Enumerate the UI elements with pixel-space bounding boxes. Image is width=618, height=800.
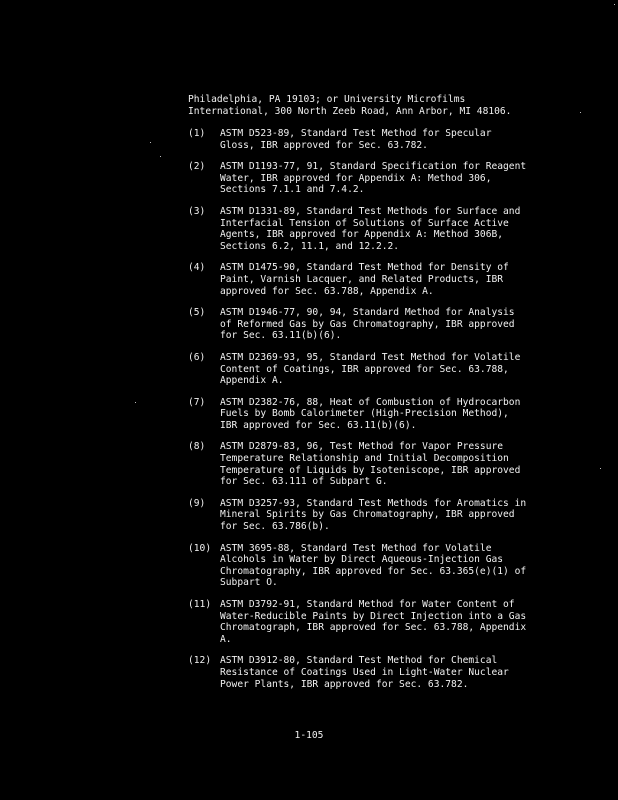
reference-number: (11): [188, 599, 212, 610]
reference-item: [188, 206, 568, 252]
reference-text: ASTM D3912-80, Standard Test Method for Chemical Resistance of Coatings Used in Light-Water Nuclear Power Plants, IBR approved for Sec. 63.782.: [220, 655, 509, 690]
scan-speck: [580, 112, 581, 113]
scan-speck: [150, 142, 151, 143]
reference-text: ASTM D3257-93, Standard Test Methods for Aromatics in Mineral Spirits by Gas Chromatography, IBR approved for Sec. 63.786(b).: [220, 497, 527, 533]
reference-number: (5): [188, 307, 206, 319]
reference-text: ASTM D1475-90, Standard Test Method for Density of Paint, Varnish Lacquer, and Related Products, IBR approved for Sec. 63.788, Appendix A.: [220, 262, 509, 297]
reference-number: (7): [188, 396, 206, 408]
reference-number: (4): [188, 262, 206, 274]
reference-number: (10): [188, 542, 212, 554]
scan-speck: [160, 156, 161, 157]
reference-item: [188, 128, 568, 151]
page-number: 1-105: [294, 730, 324, 741]
scan-speck: [614, 4, 615, 5]
reference-text: ASTM 3695-88, Standard Test Method for Volatile Alcohols in Water by Direct Aqueous-Injection Gas Chromatography, IBR approved for Sec. 63.365(e)(1) of Subpart O.: [220, 542, 527, 589]
scan-speck: [600, 468, 601, 469]
reference-text: ASTM D2382-76, 88, Heat of Combustion of Hydrocarbon Fuels by Bomb Calorimeter (High-Precision Method), IBR approved for Sec. 63.11(b)(6).: [220, 396, 521, 431]
reference-text: ASTM D2879-83, 96, Test Method for Vapor Pressure Temperature Relationship and Initial Decomposition Temperature of Liquids by Isoteniscope, IBR approved for Sec. 63.111 of Subpart G.: [220, 441, 521, 488]
reference-item: [188, 307, 568, 342]
reference-item: [188, 352, 568, 387]
reference-list: [188, 128, 568, 700]
reference-text: ASTM D3792-91, Standard Method for Water Content of Water-Reducible Paints by Direct Injection into a Gas Chromatograph, IBR approved for Sec. 63.788, Appendix A.: [220, 599, 527, 645]
reference-item: [188, 599, 568, 645]
reference-item: [188, 262, 568, 297]
reference-number: (1): [188, 128, 206, 139]
reference-text: ASTM D1331-89, Standard Test Methods for Surface and Interfacial Tension of Solutions of Surface Active Agents, IBR approved for Appendix A: Method 306B, Sections 6.2, 11.1, and 12.2.2.: [220, 205, 521, 252]
reference-item: [188, 655, 568, 690]
reference-number: (2): [188, 161, 206, 173]
reference-text: ASTM D1946-77, 90, 94, Standard Method for Analysis of Reformed Gas by Gas Chromatography, IBR approved for Sec. 63.11(b)(6).: [220, 307, 515, 342]
reference-text: ASTM D1193-77, 91, Standard Specification for Reagent Water, IBR approved for Appendix A: Method 306, Sections 7.1.1 and 7.4.2.: [220, 161, 527, 196]
reference-number: (6): [188, 351, 206, 363]
reference-item: [188, 161, 568, 196]
reference-number: (3): [188, 205, 206, 217]
reference-item: [188, 543, 568, 589]
reference-text: ASTM D2369-93, 95, Standard Test Method for Volatile Content of Coatings, IBR approved for Sec. 63.788, Appendix A.: [220, 351, 521, 387]
reference-number: (8): [188, 441, 206, 453]
scan-speck: [135, 402, 136, 403]
reference-text: ASTM D523-89, Standard Test Method for Specular Gloss, IBR approved for Sec. 63.782.: [220, 128, 492, 151]
reference-item: [188, 397, 568, 432]
intro-paragraph: Philadelphia, PA 19103; or University Microfilms International, 300 North Zeeb Road, Ann Arbor, MI 48106.: [188, 94, 512, 117]
reference-number: (12): [188, 655, 212, 667]
reference-number: (9): [188, 497, 206, 509]
reference-item: [188, 498, 568, 533]
reference-item: [188, 441, 568, 487]
